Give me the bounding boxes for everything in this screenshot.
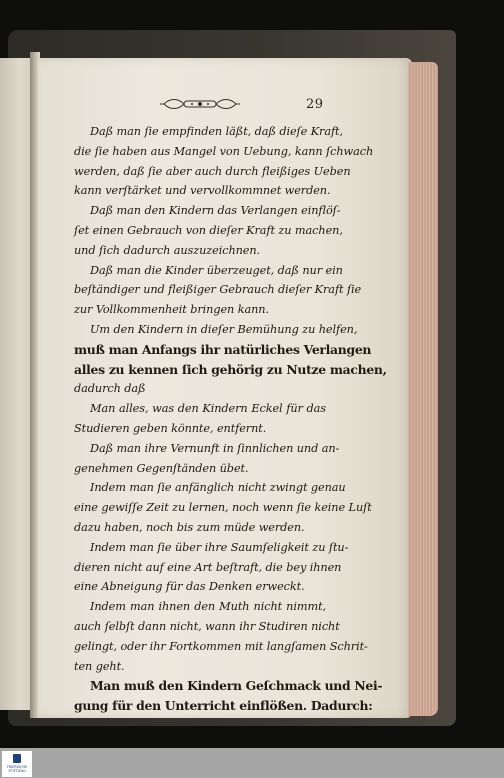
library-logo-icon (13, 754, 21, 763)
text-line: dadurch daß (74, 382, 146, 396)
text-line: ten geht. (74, 659, 125, 673)
text-line: eine Abneigung für das Denken erweckt. (74, 580, 305, 594)
text-line: Daß man den Kindern das Verlangen einflöſ- (90, 204, 341, 218)
text-line: Daß man ſie empfinden läßt, daß dieſe Kraft, (90, 125, 343, 138)
text-line: auch ſelbſt dann nicht, wann ihr Studiren nicht (74, 619, 340, 633)
text-line: Indem man ſie über ihre Saumſeligkeit zu ſtu- (90, 540, 349, 554)
logo-line: STIFTUNG (8, 769, 26, 773)
text-line: ſet einen Gebrauch von dieſer Kraft zu machen, (74, 223, 343, 237)
text-line: Um den Kindern in dieſer Bemühung zu helfen, (90, 322, 358, 336)
facing-page-edge (0, 58, 34, 710)
text-line: genehmen Gegenſtänden übet. (74, 461, 249, 475)
logo-line: TRIERISCHE (6, 765, 28, 769)
text-line: beſtändiger und fleißiger Gebrauch dieſer Kraft ſie (74, 283, 362, 297)
text-line: alles zu kennen ſich gehörig zu Nutze machen, (74, 361, 387, 377)
text-line: Indem man ihnen den Muth nicht nimmt, (90, 600, 326, 614)
text-line: Studieren geben könnte, entfernt. (74, 421, 267, 435)
text-line: die ſie haben aus Mangel von Uebung, kann ſchwach (74, 144, 374, 158)
text-line: muß man Anfangs ihr natürliches Verlangen (74, 341, 372, 357)
text-line: Daß man die Kinder überzeuget, daß nur ein (90, 263, 343, 277)
page-number: 29 (306, 97, 324, 112)
text-line: dieren nicht auf eine Art beſtraft, die bey ihnen (74, 560, 342, 574)
text-line: zur Vollkommenheit bringen kann. (74, 303, 269, 317)
page-stack-edge (408, 62, 438, 716)
text-line: dazu haben, noch bis zum müde werden. (74, 520, 305, 534)
text-line: Man muß den Kindern Geſchmack und Nei- (90, 678, 383, 694)
text-line: Indem man ſie anfänglich nicht zwingt genau (90, 481, 346, 495)
viewer-footer-bar (0, 748, 504, 778)
library-logo[interactable] (2, 751, 32, 777)
text-line: gelingt, oder ihr Fortkommen mit langſamen Schrit- (74, 639, 368, 653)
text-line: gung für den Unterricht einflößen. Dadurch: (74, 698, 373, 714)
text-line: werden, daß ſie aber auch durch fleißiges Ueben (74, 164, 351, 178)
page-text (74, 122, 387, 716)
text-line: Man alles, was den Kindern Eckel für das (90, 402, 326, 416)
text-line: Daß man ihre Vernunft in ſinnlichen und an- (90, 441, 340, 455)
text-line: eine gewiſſe Zeit zu lernen, noch wenn ſie keine Luſt (74, 501, 372, 515)
text-line: kann verſtärket und vervollkommnet werden. (74, 184, 331, 198)
text-line: und ſich dadurch auszuzeichnen. (74, 243, 261, 257)
header-ornament-icon (160, 96, 240, 112)
